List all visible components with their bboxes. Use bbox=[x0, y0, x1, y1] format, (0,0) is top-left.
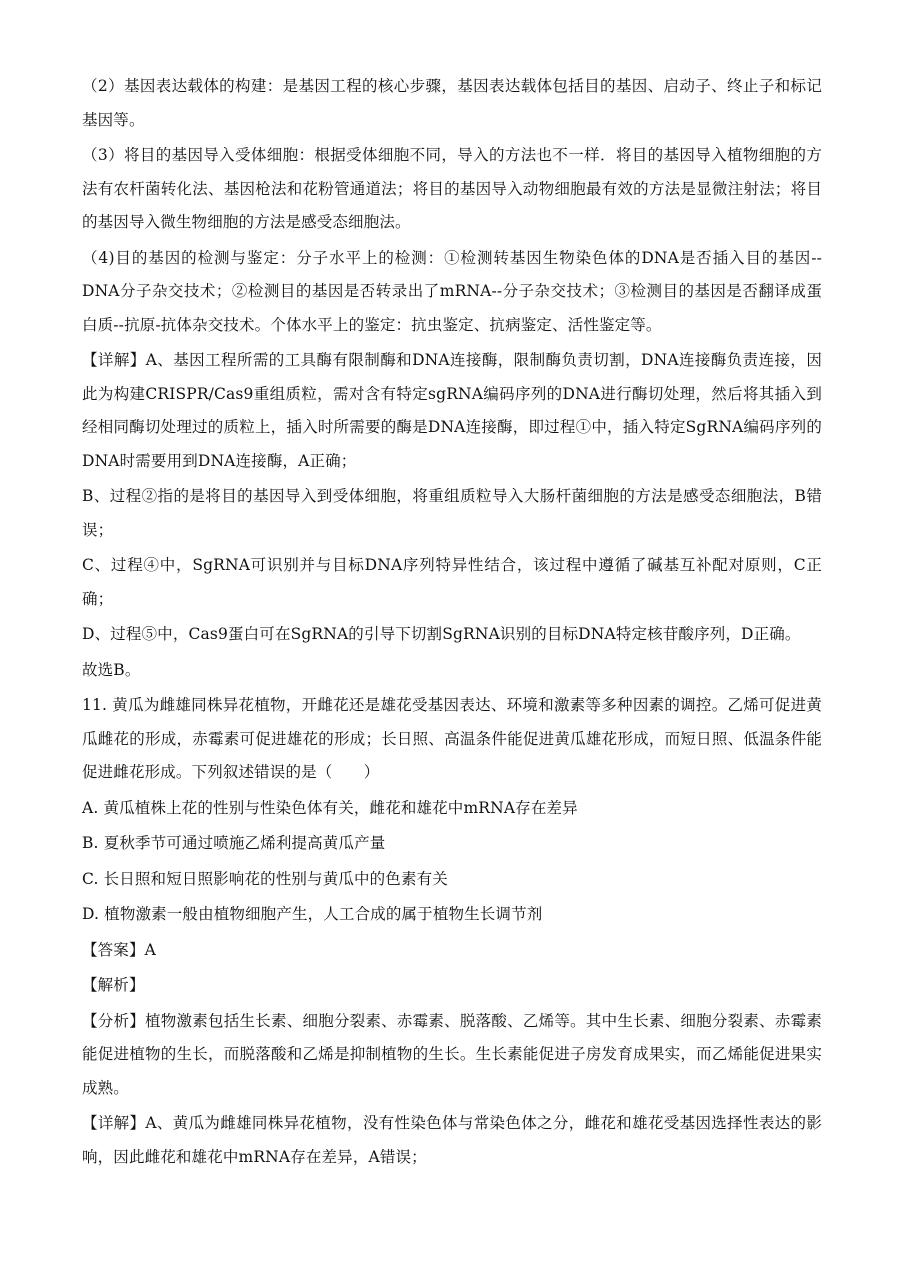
paragraph-vector-construction: （2）基因表达载体的构建：是基因工程的核心步骤，基因表达载体包括目的基因、启动子、终止子和标记基因等。 bbox=[82, 77, 822, 129]
paragraph-gene-introduction: （3）将目的基因导入受体细胞：根据受体细胞不同，导入的方法也不一样．将目的基因导入植物细胞的方法有农杆菌转化法、基因枪法和花粉管通道法；将目的基因导入动物细胞最有效的方法是显微注射法；将目的基因导入微生物细胞的方法是感受态细胞法。 bbox=[82, 146, 822, 231]
paragraph-explanation-a: 【详解】A、基因工程所需的工具酶有限制酶和DNA连接酶，限制酶负责切割，DNA连接酶负责连接，因此为构建CRISPR/Cas9重组质粒，需对含有特定sgRNA编码序列的DNA进行酶切处理，然后将其插入到经相同酶切处理过的质粒上，插入时所需要的酶是DNA连接酶，即过程①中，插入特定SgRNA编码序列的DNA时需要用到DNA连接酶，A正确； bbox=[82, 351, 822, 470]
document-body bbox=[82, 70, 822, 1176]
paragraph-detection-identification: （4)目的基因的检测与鉴定：分子水平上的检测：①检测转基因生物染色体的DNA是否插入目的基因--DNA分子杂交技术；②检测目的基因是否转录出了mRNA--分子杂交技术；③检测目的基因是否翻译成蛋白质--抗原-抗体杂交技术。个体水平上的鉴定：抗虫鉴定、抗病鉴定、活性鉴定等。 bbox=[82, 248, 822, 334]
analysis-heading: 【解析】 bbox=[82, 976, 145, 994]
paragraph-explanation-b: B、过程②指的是将目的基因导入到受体细胞，将重组质粒导入大肠杆菌细胞的方法是感受态细胞法，B错误； bbox=[82, 487, 822, 539]
question-11-option-b: B. 夏秋季节可通过喷施乙烯利提高黄瓜产量 bbox=[82, 834, 386, 852]
question-11-option-d: D. 植物激素一般由植物细胞产生，人工合成的属于植物生长调节剂 bbox=[82, 905, 543, 923]
paragraph-explanation-d: D、过程⑤中，Cas9蛋白可在SgRNA的引导下切割SgRNA识别的目标DNA特定核苷酸序列，D正确。 bbox=[82, 625, 801, 643]
paragraph-detail-a: 【详解】A、黄瓜为雌雄同株异花植物，没有性染色体与常染色体之分，雌花和雄花受基因选择性表达的影响，因此雌花和雄花中mRNA存在差异，A错误； bbox=[82, 1114, 822, 1166]
paragraph-choose-answer: 故选B。 bbox=[82, 660, 141, 679]
answer-label: 【答案】A bbox=[82, 940, 156, 959]
question-11-option-a: A. 黄瓜植株上花的性别与性染色体有关，雌花和雄花中mRNA存在差异 bbox=[82, 798, 578, 817]
paragraph-analysis: 【分析】植物激素包括生长素、细胞分裂素、赤霉素、脱落酸、乙烯等。其中生长素、细胞分裂素、赤霉素能促进植物的生长，而脱落酸和乙烯是抑制植物的生长。生长素能促进子房发育成果实，而乙烯能促进果实成熟。 bbox=[82, 1011, 822, 1097]
question-11-option-c: C. 长日照和短日照影响花的性别与黄瓜中的色素有关 bbox=[82, 869, 448, 888]
paragraph-explanation-c: C、过程④中，SgRNA可识别并与目标DNA序列特异性结合，该过程中遵循了碱基互补配对原则，C正确； bbox=[82, 556, 822, 608]
question-11-stem: 11. 黄瓜为雌雄同株异花植物，开雌花还是雄花受基因表达、环境和激素等多种因素的调控。乙烯可促进黄瓜雌花的形成，赤霉素可促进雄花的形成；长日照、高温条件能促进黄瓜雄花形成，而短日照、低温条件能促进雌花形成。下列叙述错误的是（ ） bbox=[82, 696, 822, 781]
